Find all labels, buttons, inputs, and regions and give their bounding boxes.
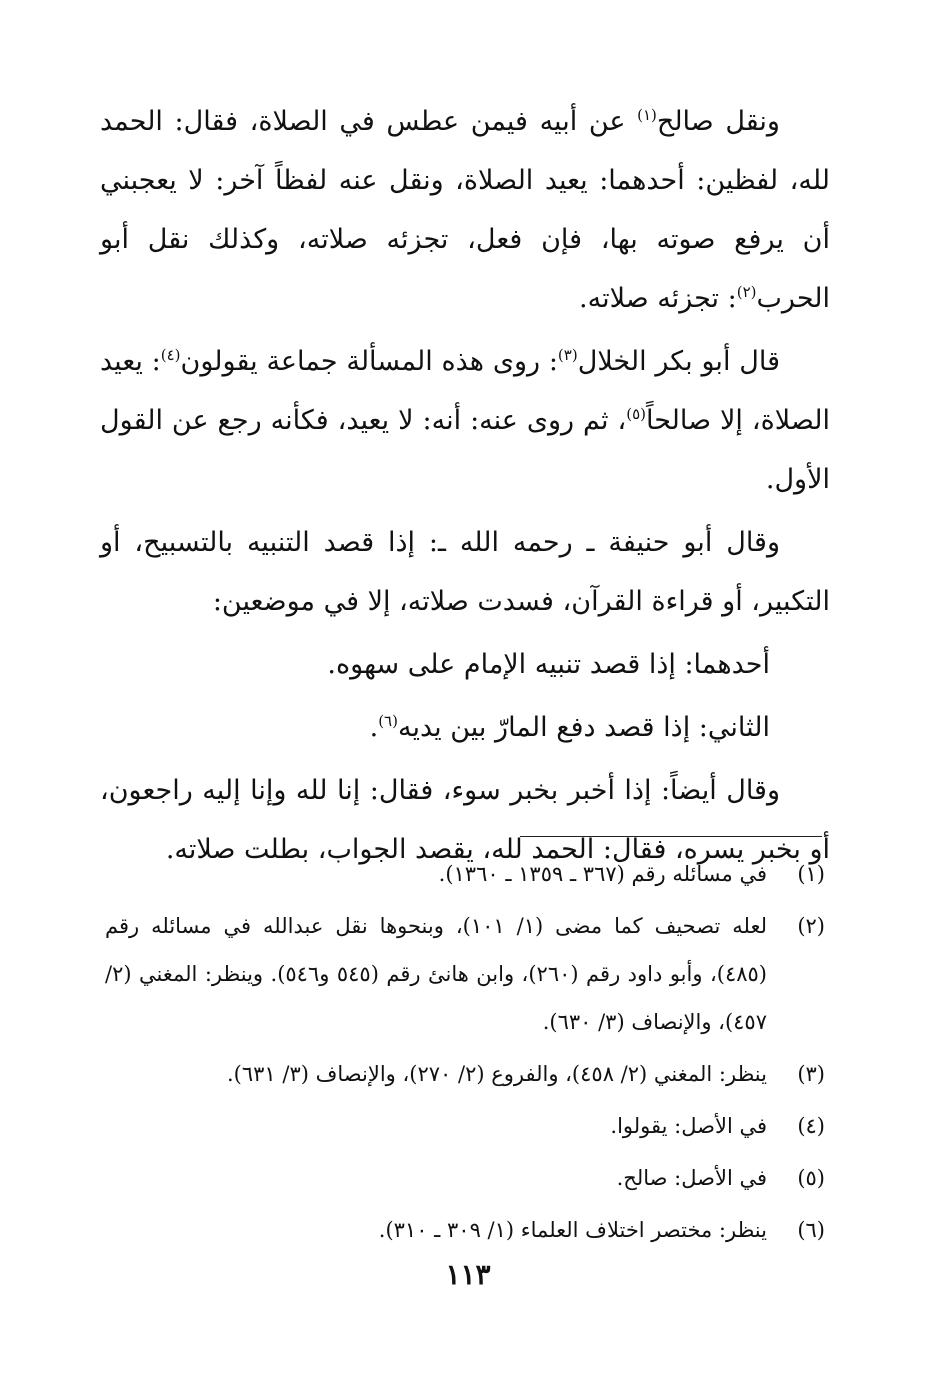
footnote-number: (٢) <box>797 914 825 938</box>
footnote-ref-5: (٥) <box>626 405 647 423</box>
footnote-number: (٣) <box>797 1062 825 1086</box>
footnote-ref-4: (٤) <box>160 346 181 364</box>
text-segment: عن أبيه فيمن عطس في الصلاة، فقال: الحمد لله، لفظين: أحدهما: يعيد الصلاة، ونقل عنه لفظاً آخر: لا يعجبني أن يرفع صوته بها، فإن فعل، تجزئه صلاته، وكذلك نقل أبو الحرب <box>100 106 830 314</box>
footnote-4 <box>105 1102 825 1150</box>
footnote-text: ينظر: المغني (٢/ ٤٥٨)، والفروع (٢/ ٢٧٠)، والإنصاف (٣/ ٦٣١). <box>227 1062 767 1086</box>
text-segment: : تجزئه صلاته. <box>579 283 737 314</box>
footnote-text: في الأصل: يقولوا. <box>610 1114 767 1138</box>
text-segment: : روى هذه المسألة جماعة يقولون <box>180 346 558 377</box>
main-text <box>100 92 830 883</box>
footnote-divider <box>520 836 822 837</box>
text-segment: وقال أبو حنيفة ـ رحمه الله ـ: إذا قصد التنبيه بالتسبيح، أو التكبير، أو قراءة القرآن، فسدت صلاته، إلا في موضعين: <box>100 527 830 617</box>
text-segment: الثاني: إذا قصد دفع المارّ بين يديه <box>397 712 770 743</box>
footnote-number: (٥) <box>797 1166 825 1190</box>
footnote-1 <box>105 850 825 898</box>
text-segment: أحدهما: إذا قصد تنبيه الإمام على سهوه. <box>327 649 770 680</box>
footnote-text: في الأصل: صالح. <box>616 1166 767 1190</box>
footnote-number: (١) <box>797 862 825 886</box>
text-segment: : يعيد الصلاة، إلا صالحاً <box>100 346 830 436</box>
paragraph-3 <box>100 513 830 631</box>
footnote-text: في مسائله رقم (٣٦٧ ـ ١٣٥٩ ـ ١٣٦٠). <box>438 862 767 886</box>
footnote-ref-3: (٣) <box>557 346 578 364</box>
footnote-ref-1: (١) <box>637 106 657 124</box>
text-segment: قال أبو بكر الخلال <box>577 346 780 377</box>
footnote-ref-2: (٢) <box>736 283 757 301</box>
footnote-text: لعله تصحيف كما مضى (١/ ١٠١)، وبنحوها نقل عبدالله في مسائله رقم (٤٨٥)، وأبو داود رقم (٢٦٠)، وابن هانئ رقم (٥٤٥ و٥٤٦). وينظر: المغني (٢/ ٤٥٧)، والإنصاف (٣/ ٦٣٠). <box>105 914 767 1034</box>
text-segment: . <box>369 712 379 743</box>
footnote-text: ينظر: مختصر اختلاف العلماء (١/ ٣٠٩ ـ ٣١٠). <box>378 1218 767 1242</box>
footnote-number: (٦) <box>797 1218 825 1242</box>
text-segment: ، ثم روى عنه: أنه: لا يعيد، فكأنه رجع عن القول الأول. <box>100 405 830 495</box>
footnote-number: (٤) <box>797 1114 825 1138</box>
text-segment: وقال أيضاً: إذا أخبر بخبر سوء، فقال: إنا لله وإنا إليه راجعون، أو بخبر يسره، فقال: الحمد لله، يقصد الجواب، بطلت صلاته. <box>100 775 830 865</box>
text-segment: ونقل صالح <box>656 106 780 137</box>
footnote-5 <box>105 1154 825 1202</box>
footnote-ref-6: (٦) <box>378 712 398 730</box>
paragraph-1 <box>100 92 830 328</box>
page-number: ١١٣ <box>445 1258 491 1291</box>
paragraph-4 <box>100 635 830 694</box>
paragraph-2 <box>100 332 830 509</box>
footnotes <box>105 850 825 1258</box>
footnote-6 <box>105 1206 825 1254</box>
paragraph-5 <box>100 698 830 757</box>
footnote-2 <box>105 902 825 1046</box>
footnote-3 <box>105 1050 825 1098</box>
